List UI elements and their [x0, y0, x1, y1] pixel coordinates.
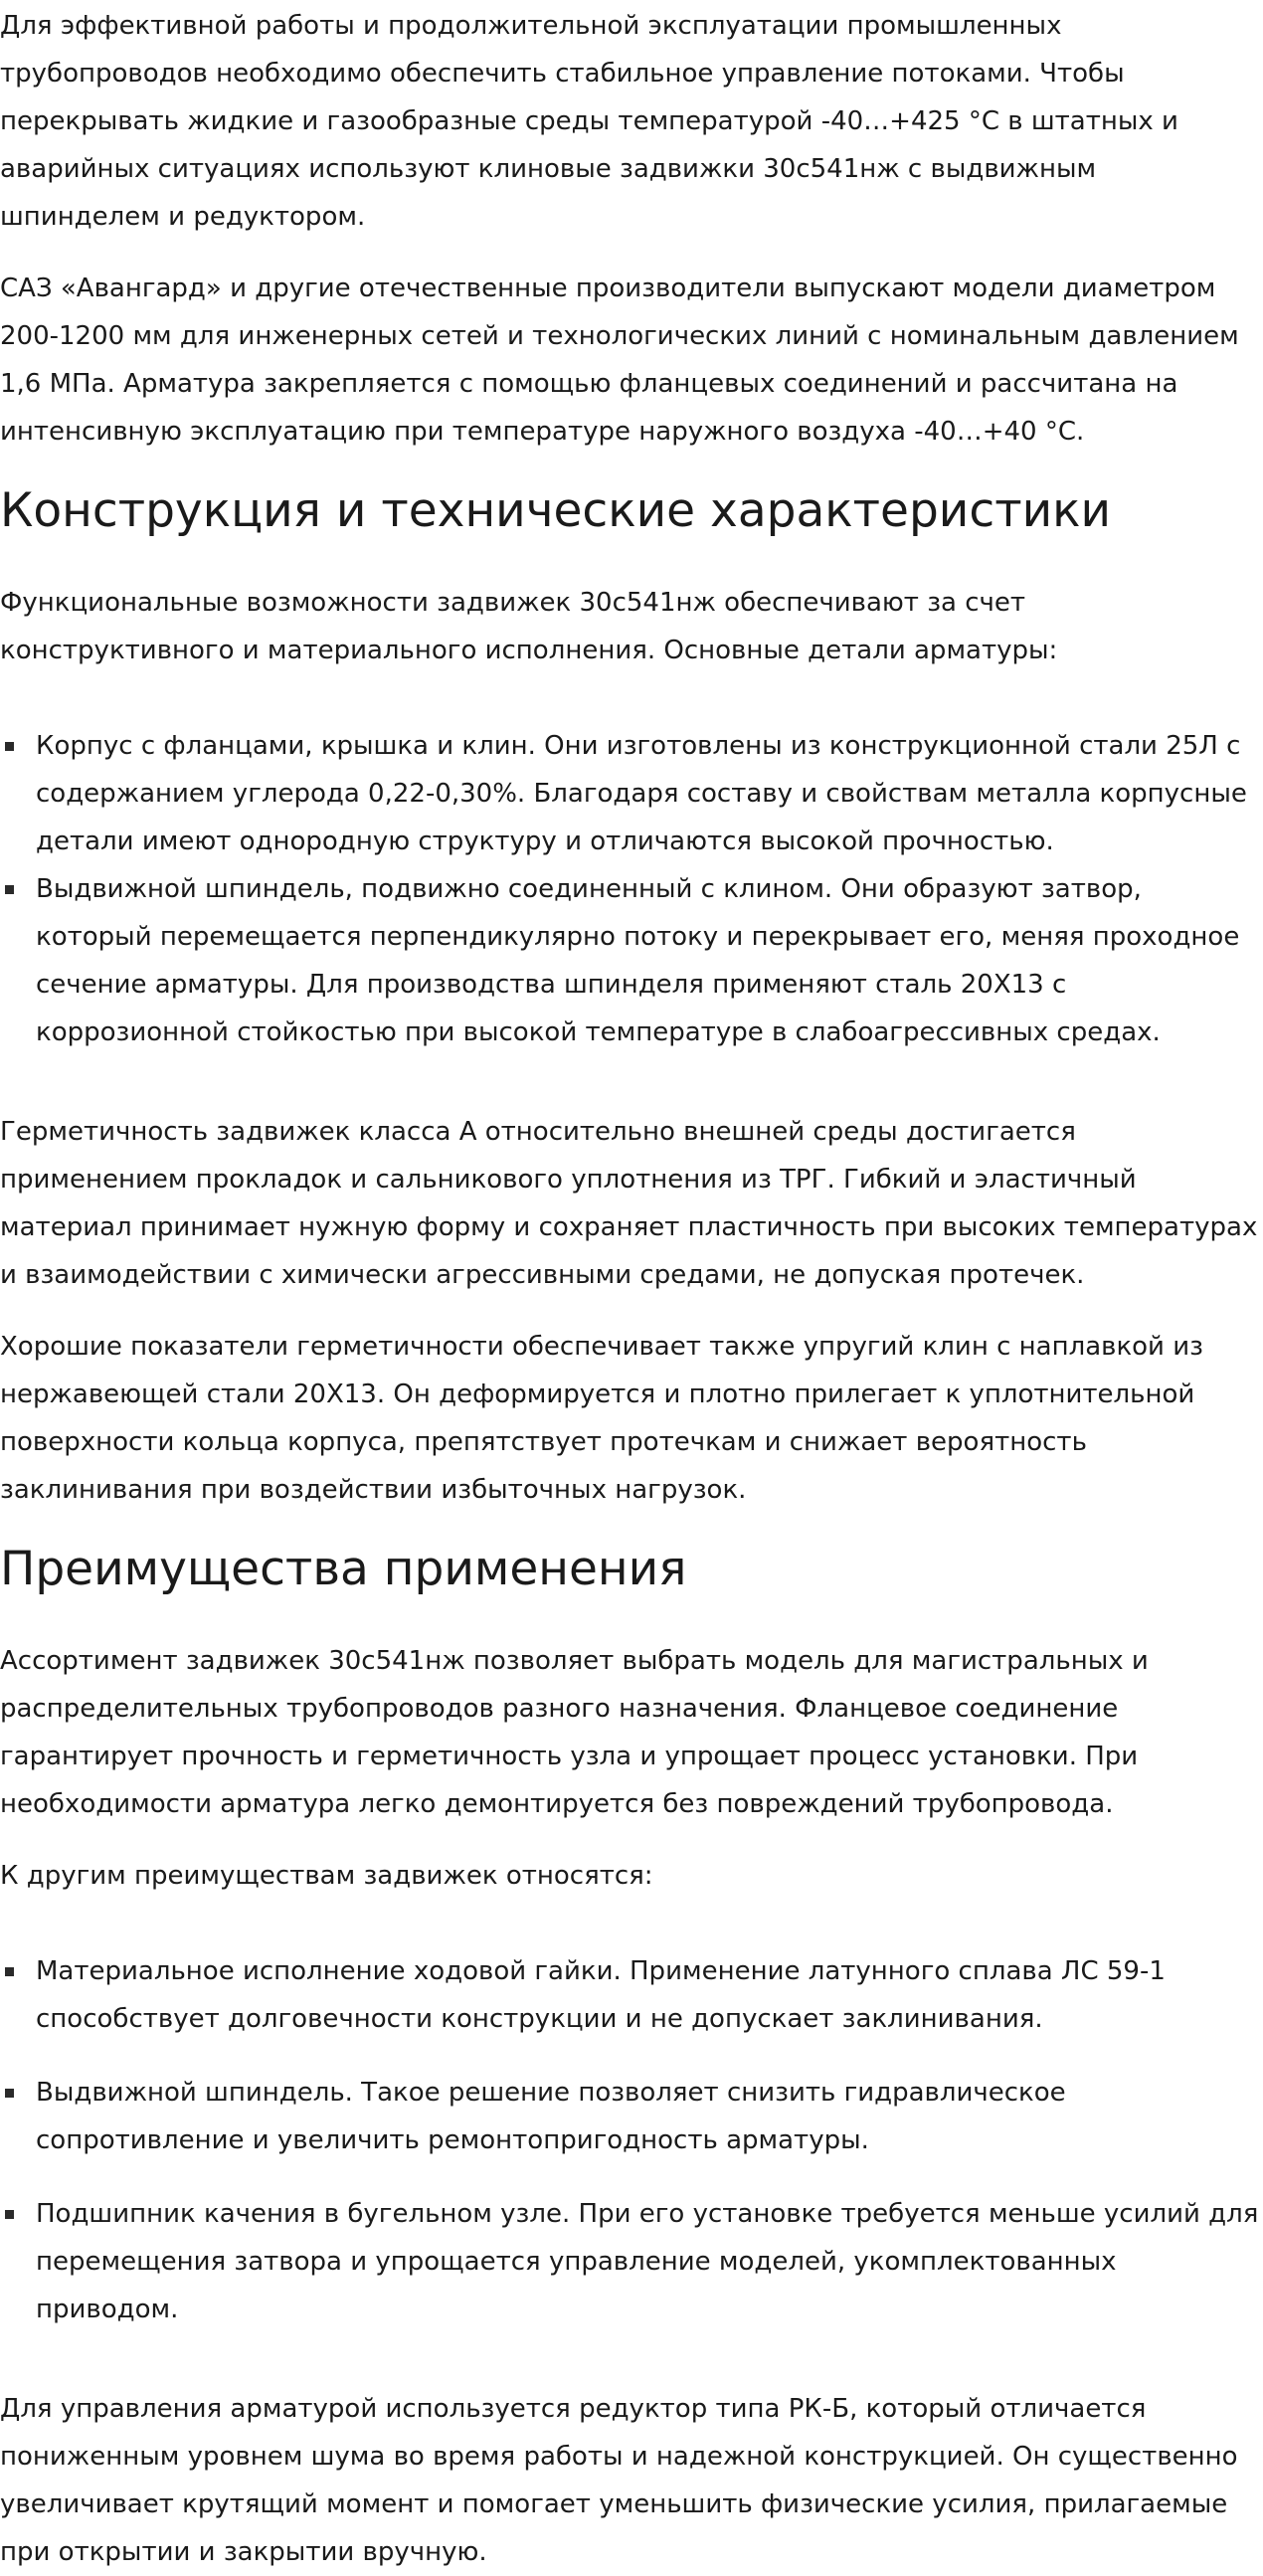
advantages-paragraph-1: Ассортимент задвижек 30с541нж позволяет выбрать модель для магистральных и распределительных трубопроводов разного назначения. Фланцевое соединение гарантирует прочность и герметичность узла и упрощает процесс установки. При необходимости арматура легко демонтируется без повреждений трубопровода.	[0, 1646, 1149, 1819]
advantages-heading: Преимущества применения	[0, 1542, 687, 1596]
advantages-paragraph-2: К другим преимуществам задвижек относятся:	[0, 1861, 653, 1891]
construction-heading: Конструкция и технические характеристики	[0, 483, 1112, 538]
list-item: Подшипник качения в бугельном узле. При его установке требуется меньше усилий для перемещения затвора и упрощается управление моделей, укомплектованных приводом.	[0, 2190, 1263, 2333]
intro-paragraph-2: САЗ «Авангард» и другие отечественные производители выпускают модели диаметром 200-1200 мм для инженерных сетей и технологических линий с номинальным давлением 1,6 МПа. Арматура закрепляется с помощью фланцевых соединений и рассчитана на интенсивную эксплуатацию при температуре наружного воздуха -40…+40 °С.	[0, 274, 1239, 447]
advantages-paragraph-3: Для управления арматурой используется редуктор типа РК-Б, который отличается пониженным уровнем шума во время работы и надежной конструкцией. Он существенно увеличивает крутящий момент и помогает уменьшить физические усилия, прилагаемые при открытии и закрытии вручную.	[0, 2394, 1238, 2567]
list-item: Материальное исполнение ходовой гайки. Применение латунного сплава ЛС 59-1 способствует долговечности конструкции и не допускает заклинивания.	[0, 1947, 1263, 2043]
construction-paragraph-1: Функциональные возможности задвижек 30с541нж обеспечивают за счет конструктивного и материального исполнения. Основные детали арматуры:	[0, 588, 1058, 665]
construction-paragraph-3: Хорошие показатели герметичности обеспечивает также упругий клин с наплавкой из нержавеющей стали 20Х13. Он деформируется и плотно прилегает к уплотнительной поверхности кольца корпуса, препятствует протечкам и снижает вероятность заклинивания при воздействии избыточных нагрузок.	[0, 1332, 1203, 1505]
list-item: Выдвижной шпиндель, подвижно соединенный с клином. Они образуют затвор, который перемещается перпендикулярно потоку и перекрывает его, меняя проходное сечение арматуры. Для производства шпинделя применяют сталь 20Х13 с коррозионной стойкостью при высокой температуре в слабоагрессивных средах.	[0, 865, 1263, 1056]
list-item: Выдвижной шпиндель. Такое решение позволяет снизить гидравлическое сопротивление и увеличить ремонтопригодность арматуры.	[0, 2069, 1263, 2164]
construction-list	[0, 722, 1263, 1056]
advantages-list	[0, 1947, 1263, 2333]
construction-paragraph-2: Герметичность задвижек класса А относительно внешней среды достигается применением прокладок и сальникового уплотнения из ТРГ. Гибкий и эластичный материал принимает нужную форму и сохраняет пластичность при высоких температурах и взаимодействии с химически агрессивными средами, не допуская протечек.	[0, 1117, 1258, 1290]
list-item: Корпус с фланцами, крышка и клин. Они изготовлены из конструкционной стали 25Л с содержанием углерода 0,22-0,30%. Благодаря составу и свойствам металла корпусные детали имеют однородную структуру и отличаются высокой прочностью.	[0, 722, 1263, 865]
intro-paragraph-1: Для эффективной работы и продолжительной эксплуатации промышленных трубопроводов необходимо обеспечить стабильное управление потоками. Чтобы перекрывать жидкие и газообразные среды температурой -40…+425 °С в штатных и аварийных ситуациях используют клиновые задвижки 30с541нж с выдвижным шпинделем и редуктором.	[0, 11, 1178, 232]
